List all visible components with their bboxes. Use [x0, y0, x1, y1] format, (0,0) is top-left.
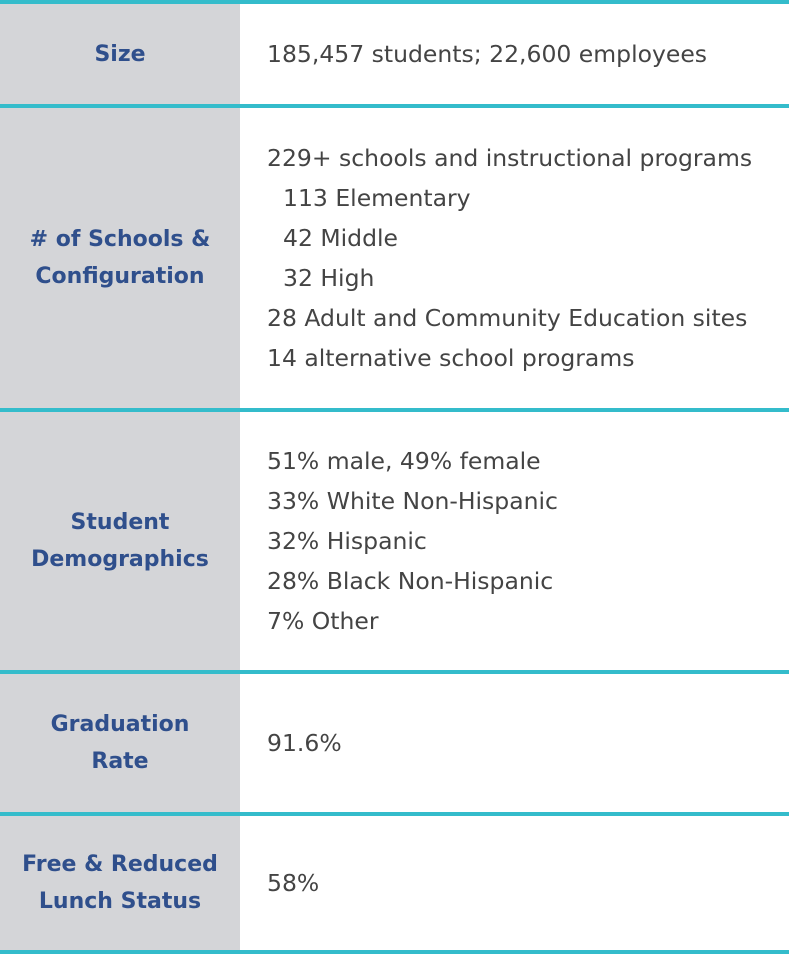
- row-label-schools-line: Configuration: [35, 264, 205, 289]
- value-lunch-status: 58%: [267, 869, 320, 897]
- label-cell-lunch: [0, 816, 240, 950]
- value-size: 185,457 students; 22,600 employees: [267, 40, 708, 68]
- value-cell-demographics: [240, 412, 789, 670]
- row-label-graduation: [51, 706, 190, 780]
- label-cell-demographics: [0, 412, 240, 670]
- value-demographics-other: 7% Other: [267, 607, 379, 635]
- row-label-lunch-line: Free & Reduced: [22, 852, 218, 877]
- row-demographics: [0, 412, 789, 674]
- row-label-graduation-line: Rate: [91, 749, 149, 774]
- value-cell-schools: [240, 108, 789, 408]
- value-demographics-gender: 51% male, 49% female: [267, 447, 541, 475]
- value-schools-alternative: 14 alternative school programs: [267, 344, 635, 372]
- row-label-lunch-line: Lunch Status: [38, 889, 202, 914]
- row-label-size: Size: [94, 41, 146, 67]
- row-label-demographics-line: Demographics: [31, 547, 209, 572]
- row-size: [0, 4, 789, 108]
- value-cell-graduation: [240, 674, 789, 812]
- value-cell-lunch: [240, 816, 789, 950]
- row-graduation: [0, 674, 789, 816]
- row-label-schools: [30, 221, 211, 295]
- value-schools-middle: 42 Middle: [283, 224, 398, 252]
- value-schools-elementary: 113 Elementary: [283, 184, 471, 212]
- row-label-schools-line: # of Schools &: [29, 227, 211, 252]
- label-cell-schools: [0, 108, 240, 408]
- row-label-graduation-line: Graduation: [50, 712, 190, 737]
- row-label-demographics: [31, 504, 209, 578]
- row-schools: [0, 108, 789, 412]
- value-demographics-black: 28% Black Non-Hispanic: [267, 567, 554, 595]
- value-demographics-hispanic: 32% Hispanic: [267, 527, 427, 555]
- row-lunch: [0, 816, 789, 954]
- label-cell-size: [0, 4, 240, 104]
- value-schools-adult: 28 Adult and Community Education sites: [267, 304, 748, 332]
- value-schools-total: 229+ schools and instructional programs: [267, 144, 753, 172]
- value-demographics-white: 33% White Non-Hispanic: [267, 487, 558, 515]
- value-cell-size: [240, 4, 789, 104]
- value-schools-high: 32 High: [283, 264, 375, 292]
- row-label-demographics-line: Student: [70, 510, 170, 535]
- value-graduation-rate: 91.6%: [267, 729, 342, 757]
- row-label-lunch: [22, 846, 218, 920]
- label-cell-graduation: [0, 674, 240, 812]
